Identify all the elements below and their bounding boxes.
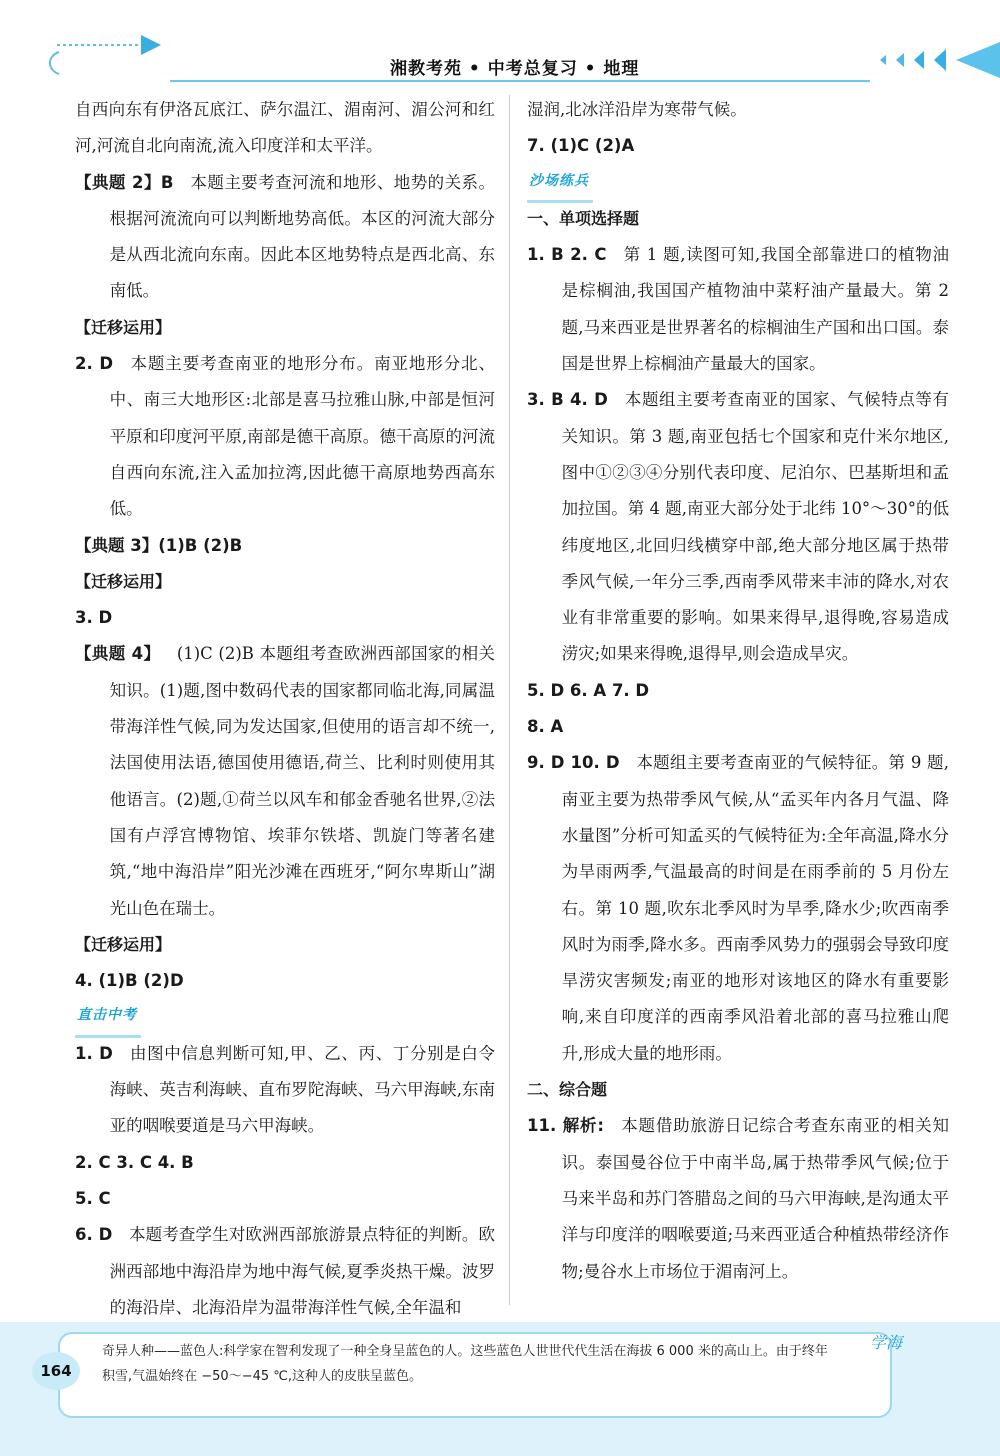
answer-item (75, 1217, 495, 1326)
answer-item (75, 1181, 495, 1217)
answer-label: 【典题 4】 (75, 644, 161, 664)
answer-text: 本题主要考查南亚的地形分布。南亚地形分北、中、南三大地形区:北部是喜马拉雅山脉,中部是恒河平原和印度河平原,南部是德干高原。德干高原的河流自西向东流,注入孟加拉湾,因此德干高原地势西高东低。 (109, 354, 495, 519)
subheading: 一、单项选择题 (527, 208, 640, 228)
answer-label: 5. C (75, 1188, 111, 1208)
answer-label: 3. B 4. D (527, 390, 608, 410)
answer-label: 1. B 2. C (527, 245, 607, 265)
answer-label: 1. D (75, 1043, 113, 1063)
answer-item (75, 600, 495, 636)
answer-label: 【典题 2】B (75, 172, 174, 192)
answer-label: 5. D 6. A 7. D (527, 680, 650, 700)
answer-label: 2. C 3. C 4. B (75, 1152, 194, 1172)
arrow-icon (45, 30, 165, 80)
subheading: 【迁移运用】 (75, 934, 172, 954)
answer-text: 第 1 题,读图可知,我国全部靠进口的植物油是棕榈油,我国国产植物油中菜籽油产量最大。第 2 题,马来西亚是世界著名的棕榈油生产国和出口国。泰国是世界上棕榈油产量最大的国家。 (561, 245, 949, 374)
answer-text: 本题借助旅游日记综合考查东南亚的相关知识。泰国曼谷位于中南半岛,属于热带季风气候;位于马来半岛和苏门答腊岛之间的马六甲海峡,是沟通太平洋与印度洋的咽喉要道;马来西亚适合种植热带经济作物;曼谷水上市场位于湄南河上。 (561, 1116, 949, 1281)
answer-text: 本题组主要考查南亚的国家、气候特点等有关知识。第 3 题,南亚包括七个国家和克什米尔地区,图中①②③④分别代表印度、尼泊尔、巴基斯坦和孟加拉国。第 4 题,南亚大部分处于北纬 10°～30°的低纬度地区,北回归线横穿中部,绝大部分地区属于热带季风气候,一年分三季,西南季风带来丰沛的降水,对农业有非常重要的影响。如果来得早,退得晚,容易造成涝灾;如果来得晚,退得早,则会造成旱灾。 (561, 390, 949, 664)
answer-text: 本题主要考查河流和地形、地势的关系。根据河流流向可以判断地势高低。本区的河流大部分是从西北流向东南。因此本区地势特点是西北高、东南低。 (109, 172, 495, 301)
chevrons-left-icon (860, 40, 1000, 80)
subheading: 二、综合题 (527, 1080, 608, 1100)
answer-item (75, 1036, 495, 1145)
footer-note: 奇异人种——蓝色人:科学家在智利发现了一种全身呈蓝色的人。这些蓝色人世世代代生活在海拔 6 000 米的高山上。由于终年积雪,气温始终在 −50～−45 ℃,这种人的皮肤呈蓝色。 (102, 1344, 828, 1384)
section-title-text: 直击中考 (75, 997, 141, 1037)
answer-item (527, 128, 949, 164)
page-number: 164 (32, 1352, 80, 1390)
answer-item (75, 528, 495, 564)
answer-text: (1)C (2)B 本题组考查欧洲西部国家的相关知识。(1)题,图中数码代表的国家都同临北海,同属温带海洋性气候,同为发达国家,但使用的语言却不统一,法国使用法语,德国使用德语,荷兰、比利时则使用其他语言。(2)题,①荷兰以风车和郁金香驰名世界,②法国有卢浮宫博物馆、埃菲尔铁塔、凯旋门等著名建筑,“地中海沿岸”阳光沙滩在西班牙,“阿尔卑斯山”湖光山色在瑞士。 (109, 644, 495, 918)
answer-label: 【典题 3】 (75, 535, 159, 555)
answer-label: 8. A (527, 717, 564, 737)
answer-item (527, 1108, 949, 1289)
left-column (75, 92, 495, 1326)
section-title (75, 999, 495, 1035)
answer-item (75, 963, 495, 999)
answer-item (527, 709, 949, 745)
subheading: 【迁移运用】 (75, 571, 172, 591)
answer-label: 2. D (75, 354, 114, 374)
paragraph: 自西向东有伊洛瓦底江、萨尔温江、湄南河、湄公河和红河,河流自北向南流,流入印度洋和太平洋。 (75, 100, 495, 156)
mascot-logo: 学海 (870, 1333, 903, 1352)
answer-item (527, 673, 949, 709)
section-title-text: 沙场练兵 (527, 163, 593, 203)
answer-label: 4. (1)B (2)D (75, 971, 184, 991)
paragraph: 湿润,北冰洋沿岸为寒带气候。 (527, 100, 747, 119)
answer-item (527, 745, 949, 1072)
answer-text: 本题组主要考查南亚的气候特征。第 9 题,南亚主要为热带季风气候,从“孟买年内各月气温、降水量图”分析可知孟买的气候特征为:全年高温,降水分为旱雨两季,气温最高的时间是在雨季前的 5 月份左右。第 10 题,吹东北季风时为旱季,降水少;吹西南季风时为雨季,降水多。西南季风势力的强弱会导致印度旱涝灾害频发;南亚的地形对该地区的降水有重要影响,来自印度洋的西南季风沿着北部的喜马拉雅山爬升,形成大量的地形雨。 (561, 753, 950, 1063)
answer-label: 3. D (75, 608, 113, 628)
section-title (527, 165, 949, 201)
answer-item (75, 1145, 495, 1181)
answer-label: 11. 解析: (527, 1116, 604, 1136)
answer-item (527, 382, 949, 672)
answer-item (75, 636, 495, 926)
column-divider (509, 95, 510, 1305)
answer-item (527, 237, 949, 382)
page-header (0, 0, 1000, 100)
answer-label: 6. D (75, 1225, 113, 1245)
answer-text: 由图中信息判断可知,甲、乙、丙、丁分别是白令海峡、英吉利海峡、直布罗陀海峡、马六甲海峡,东南亚的咽喉要道是马六甲海峡。 (109, 1043, 495, 1136)
header-divider (170, 80, 870, 82)
subheading: 【迁移运用】 (75, 317, 172, 337)
header-title: 湘教考苑 • 中考总复习 • 地理 (390, 59, 640, 79)
answer-label: 9. D 10. D (527, 753, 620, 773)
right-column (527, 92, 949, 1290)
answer-text: 本题考查学生对欧洲西部旅游景点特征的判断。欧洲西部地中海沿岸为地中海气候,夏季炎热干燥。波罗的海沿岸、北海沿岸为温带海洋性气候,全年温和 (109, 1225, 495, 1317)
answer-item (75, 165, 495, 310)
answer-item (75, 346, 495, 527)
answer-text: (1)B (2)B (158, 535, 243, 555)
answer-label: 7. (1)C (2)A (527, 136, 635, 156)
